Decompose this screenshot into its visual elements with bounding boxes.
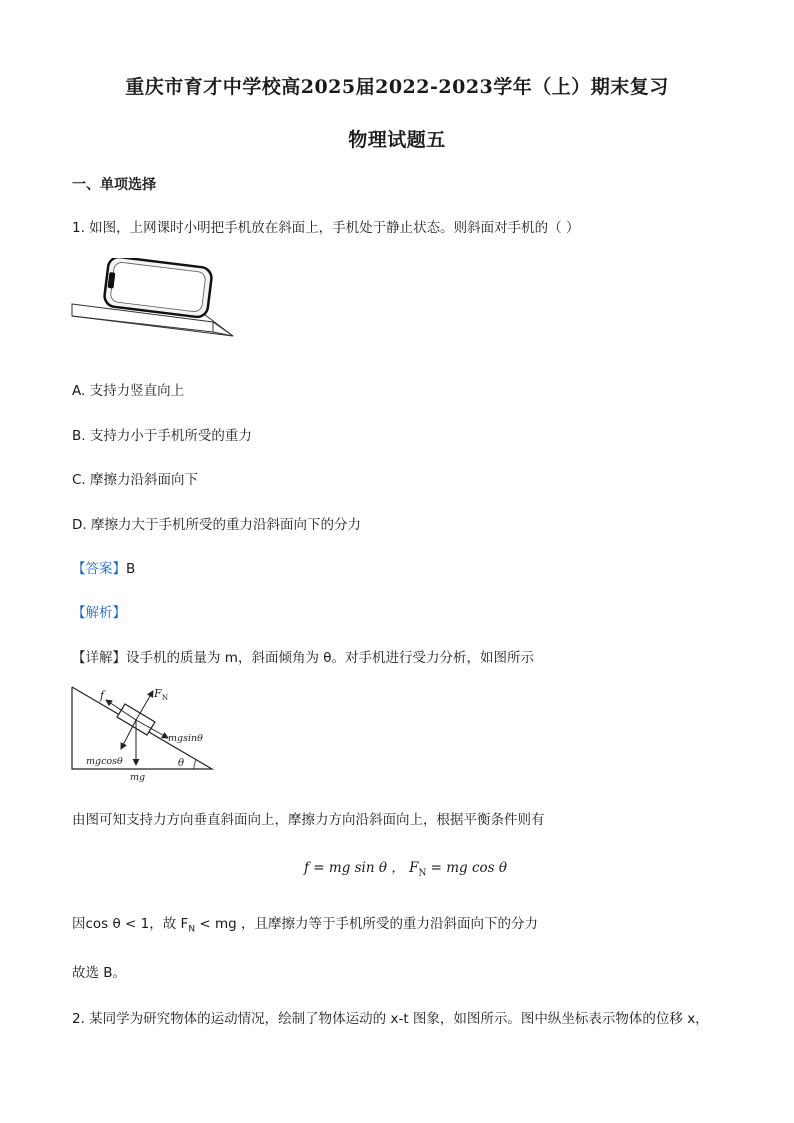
section-heading: 一、单项选择 — [72, 177, 156, 193]
question-2-stem: 2. 某同学为研究物体的运动情况，绘制了物体运动的 x-t 图象，如图所示。图中纵坐标表示物体的位移 x， — [72, 1011, 709, 1027]
label-mgsin: mgsinθ — [168, 733, 203, 744]
label-fn-sub: N — [162, 694, 169, 702]
label-f: f — [100, 689, 105, 702]
detail-text: 设手机的质量为 m，斜面倾角为 θ。对手机进行受力分析，如图所示 — [126, 650, 534, 666]
question-1-stem: 1. 如图，上网课时小明把手机放在斜面上，手机处于静止状态。则斜面对手机的（ ） — [72, 220, 580, 236]
label-fn: F — [154, 687, 162, 700]
label-mgcos: mgcosθ — [86, 756, 123, 767]
choose-text: 故选 B。 — [72, 965, 127, 981]
label-theta: θ — [178, 758, 185, 769]
detail-tag: 【详解】 — [72, 650, 126, 666]
option-b: B. 支持力小于手机所受的重力 — [72, 428, 252, 444]
answer-line — [72, 557, 135, 577]
inference-text: 因cos θ < 1，故 $F_N$ < mg ，且摩擦力等于手机所受的重力沿斜面向下的分力 — [72, 916, 538, 935]
phone-on-slope-figure — [68, 258, 238, 340]
page-subtitle: 物理试题五 — [348, 129, 446, 151]
force-diagram — [68, 683, 218, 783]
option-a: A. 支持力竖直向上 — [72, 383, 185, 399]
equilibrium-formula: f = mg sin θ ， $F_N$ = mg cos θ — [304, 860, 507, 879]
answer-value: B — [126, 561, 136, 577]
label-mg: mg — [130, 772, 146, 783]
answer-tag: 【答案】 — [72, 561, 126, 577]
option-c: C. 摩擦力沿斜面向下 — [72, 472, 199, 488]
conclusion-text: 由图可知支持力方向垂直斜面向上，摩擦力方向沿斜面向上，根据平衡条件则有 — [72, 812, 545, 828]
detail-line — [72, 646, 534, 666]
phone-icon — [103, 258, 212, 318]
analysis-tag: 【解析】 — [72, 605, 126, 621]
page-title: 重庆市育才中学校高2025届2022-2023学年（上）期末复习 — [125, 76, 669, 98]
option-d: D. 摩擦力大于手机所受的重力沿斜面向下的分力 — [72, 517, 361, 533]
